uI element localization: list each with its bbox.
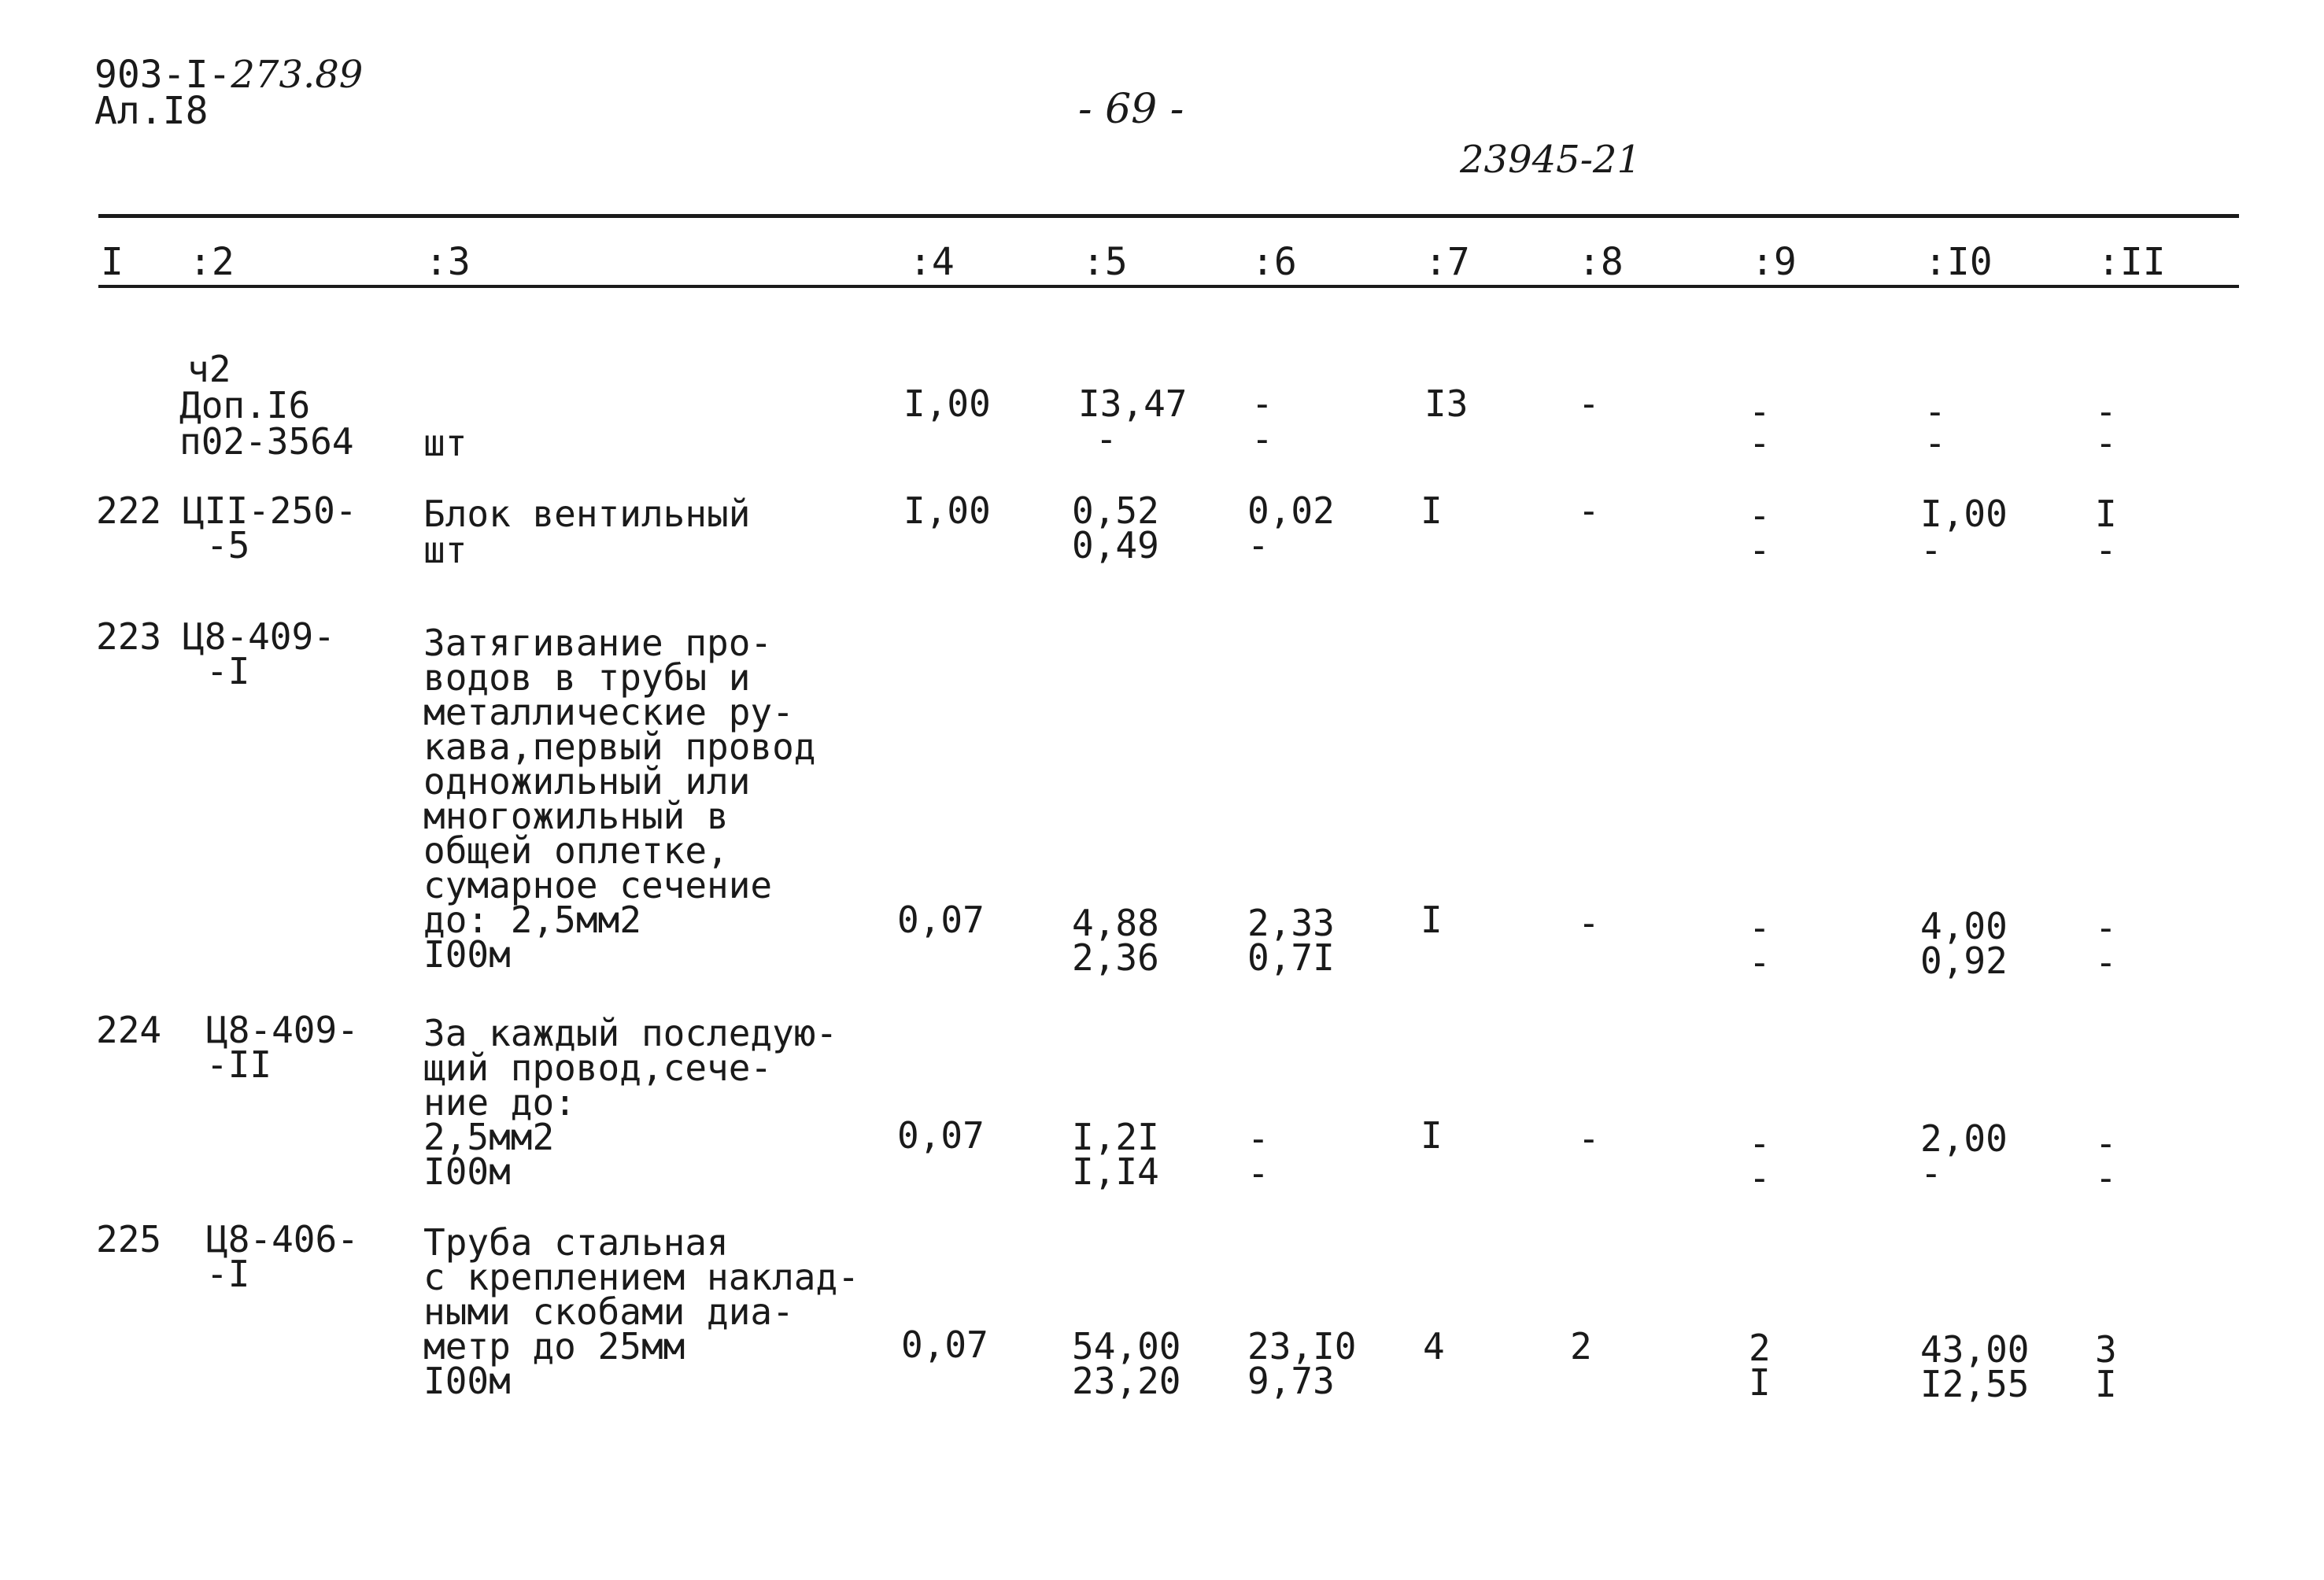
row-description-line-3: ными скобами диа- (423, 1290, 794, 1333)
header-rule (98, 285, 2239, 288)
row-code-line-2: -5 (206, 524, 250, 567)
row-col5-top: I,2I (1072, 1116, 1159, 1158)
row-col7: I (1421, 899, 1443, 941)
row-description-line-6: многожильный в (423, 795, 729, 837)
row-code-line-1: ч2 (187, 348, 231, 390)
row-col11-bottom: - (2095, 422, 2117, 464)
row-col9-top: - (1749, 1122, 1771, 1165)
row-description-line-2: шт (423, 529, 467, 571)
row-code-line-3: п02-3564 (179, 420, 354, 463)
row-description-line-4: кава,первый провод (423, 725, 816, 768)
column-header-2: :2 (189, 240, 235, 284)
row-col5-top: 0,52 (1072, 489, 1159, 532)
row-code-line-2: -II (206, 1043, 272, 1086)
row-col10-top: 2,00 (1920, 1117, 2008, 1160)
row-col9-bottom: I (1749, 1361, 1771, 1404)
page-number: - 69 - (1078, 86, 1184, 133)
row-col9-top: 2 (1749, 1327, 1771, 1369)
row-col11-top: - (2095, 906, 2117, 949)
column-header-3: :3 (425, 240, 471, 284)
row-description-line-9: до: 2,5мм2 (423, 899, 641, 941)
row-description-line-3: металлические ру- (423, 691, 794, 733)
row-col5-bottom: 2,36 (1072, 936, 1159, 979)
row-col8: - (1578, 902, 1600, 944)
row-col10-top: 43,00 (1920, 1328, 2030, 1371)
row-col10-bottom: - (1920, 529, 1942, 571)
row-description-line-10: I00м (423, 933, 511, 976)
row-code-line-2: -I (206, 650, 250, 692)
row-description-line-4: метр до 25мм (423, 1325, 685, 1368)
row-col10-bottom: - (1924, 422, 1946, 464)
sheet-label: Ал.I8 (94, 89, 209, 133)
row-col5-top: I3,47 (1078, 382, 1188, 425)
row-description-line-3: ние до: (423, 1081, 576, 1124)
column-header-5: :5 (1082, 240, 1128, 284)
row-col11-top: 3 (2095, 1328, 2117, 1371)
document-code-handwritten: 273.89 (231, 53, 364, 97)
row-description-line-4: 2,5мм2 (423, 1116, 555, 1158)
row-col6-bottom: - (1247, 1152, 1269, 1194)
row-col8: 2 (1570, 1325, 1592, 1368)
row-quantity: I,00 (903, 489, 991, 532)
row-col5-bottom: 23,20 (1072, 1360, 1181, 1402)
row-code-line-1: Ц8-406- (206, 1218, 359, 1261)
row-number: 225 (96, 1218, 162, 1261)
row-description-line-5: одножильный или (423, 760, 751, 803)
row-col8: - (1578, 382, 1600, 425)
row-col5-top: 4,88 (1072, 902, 1159, 944)
row-col6-top: 0,02 (1247, 489, 1335, 532)
row-col11-bottom: - (2095, 529, 2117, 571)
row-col5-top: 54,00 (1072, 1325, 1181, 1368)
row-description-line-1: Затягивание про- (423, 622, 773, 664)
row-col6-bottom: 9,73 (1247, 1360, 1335, 1402)
column-header-6: :6 (1251, 240, 1297, 284)
row-col11-top: I (2095, 493, 2117, 535)
row-col6-top: 2,33 (1247, 902, 1335, 944)
row-col11-top: - (2095, 390, 2117, 433)
row-col11-top: - (2095, 1122, 2117, 1165)
document-code-printed: 903-I- (94, 53, 231, 97)
row-description-line-8: сумарное сечение (423, 864, 773, 906)
row-col9-bottom: - (1749, 941, 1771, 984)
row-col10-bottom: I2,55 (1920, 1363, 2030, 1405)
column-header-11: :II (2097, 240, 2166, 284)
row-col10-bottom: - (1920, 1152, 1942, 1194)
row-description-line-7: общей оплетке, (423, 829, 729, 872)
column-header-4: :4 (909, 240, 955, 284)
row-code-line-2: -I (206, 1253, 250, 1295)
row-col9-bottom: - (1749, 529, 1771, 571)
row-col11-bottom: I (2095, 1363, 2117, 1405)
row-description-line-1: За каждый последую- (423, 1012, 838, 1054)
row-col9-top: - (1749, 906, 1771, 949)
document-code (94, 53, 364, 97)
row-col5-bottom: - (1095, 418, 1118, 460)
row-col9-bottom: - (1749, 1157, 1771, 1199)
row-code-line-1: ЦII-250- (183, 489, 357, 532)
row-col7: 4 (1423, 1325, 1445, 1368)
row-quantity: 0,07 (897, 899, 985, 941)
row-number: 224 (96, 1009, 162, 1051)
row-quantity: 0,07 (901, 1323, 988, 1366)
row-col7: I (1421, 489, 1443, 532)
column-header-7: :7 (1424, 240, 1470, 284)
row-col6-bottom: - (1251, 418, 1273, 460)
row-number: 223 (96, 615, 162, 658)
row-col10-bottom: 0,92 (1920, 940, 2008, 982)
row-quantity: I,00 (903, 382, 991, 425)
row-description-line-1: Блок вентильный (423, 493, 751, 535)
row-col8: - (1578, 489, 1600, 532)
row-col9-top: - (1749, 390, 1771, 433)
top-rule (98, 214, 2239, 218)
column-header-9: :9 (1751, 240, 1797, 284)
row-description-line-5: I00м (423, 1360, 511, 1402)
row-col10-top: I,00 (1920, 493, 2008, 535)
stamp-number: 23945-21 (1460, 138, 1641, 182)
row-code-line-2: Доп.I6 (179, 384, 311, 426)
row-code-line-1: Ц8-409- (183, 615, 335, 658)
row-col10-top: - (1924, 390, 1946, 433)
row-col6-top: - (1247, 1117, 1269, 1160)
row-col10-top: 4,00 (1920, 905, 2008, 947)
row-col9-top: - (1749, 494, 1771, 537)
row-description-line-2: щий провод,сече- (423, 1047, 773, 1089)
row-col7: I (1421, 1114, 1443, 1157)
row-col6-bottom: 0,7I (1247, 936, 1335, 979)
column-header-8: :8 (1578, 240, 1624, 284)
row-col6-bottom: - (1247, 524, 1269, 567)
row-description-line-1: шт (423, 422, 467, 464)
row-number: 222 (96, 489, 162, 532)
row-description-line-5: I00м (423, 1150, 511, 1193)
column-header-1: I (101, 240, 124, 284)
row-description-line-2: с креплением наклад- (423, 1256, 859, 1298)
row-col8: - (1578, 1117, 1600, 1160)
row-quantity: 0,07 (897, 1114, 985, 1157)
row-col9-bottom: - (1749, 422, 1771, 464)
column-header-10: :I0 (1924, 240, 1993, 284)
row-col6-top: - (1251, 382, 1273, 425)
row-col7: I3 (1424, 382, 1469, 425)
row-description-line-2: водов в трубы и (423, 656, 751, 699)
row-col6-top: 23,I0 (1247, 1325, 1357, 1368)
row-col11-bottom: - (2095, 941, 2117, 984)
row-col5-bottom: 0,49 (1072, 524, 1159, 567)
row-description-line-1: Труба стальная (423, 1221, 729, 1264)
row-col11-bottom: - (2095, 1157, 2117, 1199)
row-code-line-1: Ц8-409- (206, 1009, 359, 1051)
row-col5-bottom: I,I4 (1072, 1150, 1159, 1193)
